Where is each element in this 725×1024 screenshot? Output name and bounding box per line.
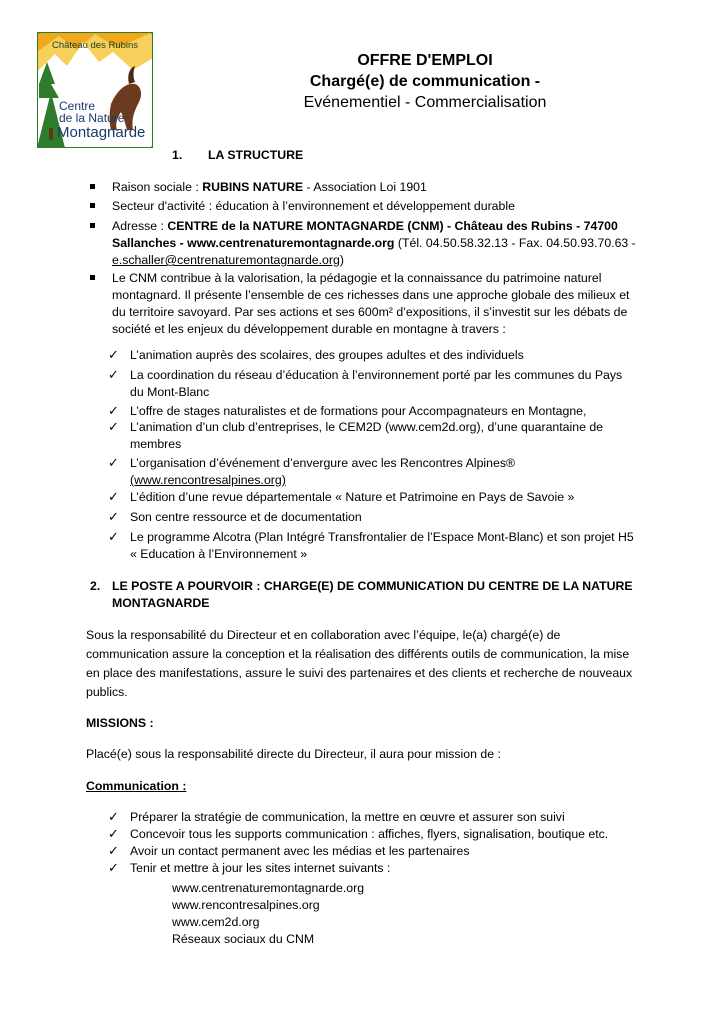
checkmark-icon: ✓ [108, 420, 119, 435]
communication-item: Avoir un contact permanent avec les médias et les partenaires [130, 844, 470, 858]
logo-line2: de la Nature [59, 111, 125, 125]
communication-heading: Communication : [86, 779, 187, 793]
checklist-item-text: L’animation d’un club d’entreprises, le CEM2D (www.cem2d.org), d’une quarantaine de [130, 420, 604, 434]
intro-line: communication assure la conception et la réalisation des différents outils de communication, la mise [86, 647, 630, 661]
cnm-line: montagnard. Il présente l’ensemble de ces richesses dans une approche globale des milieux et [112, 288, 630, 302]
checkmark-icon: ✓ [108, 844, 119, 859]
checklist-item-text: L’offre de stages naturalistes et de formations pour Accompagnateurs en Montagne, [130, 404, 587, 418]
communication-item: Concevoir tous les supports communication : affiches, flyers, signalisation, boutique etc. [130, 827, 609, 841]
checkmark-icon: ✓ [108, 404, 119, 419]
checkmark-icon: ✓ [108, 861, 119, 876]
raison-sociale: Raison sociale : RUBINS NATURE - Association Loi 1901 [112, 180, 427, 194]
job-title: Chargé(e) de communication - [309, 73, 541, 90]
checkmark-icon: ✓ [108, 530, 119, 545]
website-item: www.rencontresalpines.org [172, 898, 320, 912]
centre-nature-montagnarde-logo [37, 32, 153, 148]
section2-number: 2. [90, 579, 101, 593]
checkmark-icon: ✓ [108, 368, 119, 383]
checklist-item-text: La coordination du réseau d’éducation à l’environnement porté par les communes du Pays [130, 368, 623, 382]
section1-number: 1. [172, 148, 183, 162]
intro-line: en place des manifestations, assure le suivi des partenaires et des clients et recherche de nouveaux [86, 666, 633, 680]
logo-line1: Centre [59, 99, 96, 113]
checklist-item-text: (www.rencontresalpines.org) [130, 473, 286, 487]
checklist-item-text: L’animation auprès des scolaires, des groupes adultes et des individuels [130, 348, 524, 362]
checkmark-icon: ✓ [108, 810, 119, 825]
bullet-square [90, 275, 95, 280]
checklist-item-text: « Education à l’Environnement » [130, 547, 308, 561]
cnm-line: Le CNM contribue à la valorisation, la pédagogie et la connaissance du patrimoine naturel [112, 271, 602, 285]
checklist-item-text: membres [130, 437, 182, 451]
missions-heading: MISSIONS : [86, 716, 154, 730]
cnm-line: société et les enjeux du développement durable en montagne à travers : [112, 322, 506, 336]
checkmark-icon: ✓ [108, 510, 119, 525]
adresse-line3: e.schaller@centrenaturemontagnarde.org) [112, 253, 344, 267]
checklist-item-text: du Mont-Blanc [130, 385, 210, 399]
page-title: OFFRE D'EMPLOI [357, 52, 493, 69]
website-item: Réseaux sociaux du CNM [172, 932, 315, 946]
checkmark-icon: ✓ [108, 348, 119, 363]
checklist-item-text: Son centre ressource et de documentation [130, 510, 362, 524]
checklist-item-text: Le programme Alcotra (Plan Intégré Transfrontalier de l’Espace Mont-Blanc) et son projet H5 [130, 530, 634, 544]
adresse-line1: Adresse : CENTRE de la NATURE MONTAGNARDE (CNM) - Château des Rubins - 74700 [112, 219, 618, 233]
checklist-item-text: L’édition d’une revue départementale « Nature et Patrimoine en Pays de Savoie » [130, 490, 575, 504]
checkmark-icon: ✓ [108, 490, 119, 505]
communication-item: Préparer la stratégie de communication, la mettre en œuvre et assurer son suivi [130, 810, 565, 824]
bullet-square [90, 203, 95, 208]
job-subtitle: Evénementiel - Commercialisation [303, 94, 547, 111]
email-link[interactable]: e.schaller@centrenaturemontagnarde.org [112, 253, 340, 267]
intro-line: Sous la responsabilité du Directeur et en collaboration avec l’équipe, le(a) chargé(e) de [86, 628, 561, 642]
communication-item: Tenir et mettre à jour les sites internet suivants : [130, 861, 391, 875]
logo-line3: Montagnarde [57, 124, 146, 141]
intro-line: publics. [86, 685, 128, 699]
website-item: www.centrenaturemontagnarde.org [172, 881, 365, 895]
section1-heading: LA STRUCTURE [208, 148, 304, 162]
secteur: Secteur d'activité : éducation à l’environnement et développement durable [112, 199, 515, 213]
section2-heading-line1: LE POSTE A POURVOIR : CHARGE(E) DE COMMUNICATION DU CENTRE DE LA NATURE [112, 579, 633, 593]
bullet-square [90, 223, 95, 228]
checklist-item-text: L’organisation d’événement d’envergure avec les Rencontres Alpines® [130, 456, 516, 470]
adresse-line2: Sallanches - www.centrenaturemontagnarde.org (Tél. 04.50.58.32.13 - Fax. 04.50.93.70.63 - [112, 236, 636, 250]
website-item: www.cem2d.org [172, 915, 260, 929]
bullet-square [90, 184, 95, 189]
logo-top-text: Château des Rubins [51, 40, 139, 51]
missions-intro: Placé(e) sous la responsabilité directe du Directeur, il aura pour mission de : [86, 747, 501, 761]
checkmark-icon: ✓ [108, 827, 119, 842]
checkmark-icon: ✓ [108, 456, 119, 471]
cnm-line: du territoire savoyard. Par ses actions et ses 600m² d’expositions, il s’investit sur les débats de [112, 305, 628, 319]
section2-heading-line2: MONTAGNARDE [112, 596, 210, 610]
